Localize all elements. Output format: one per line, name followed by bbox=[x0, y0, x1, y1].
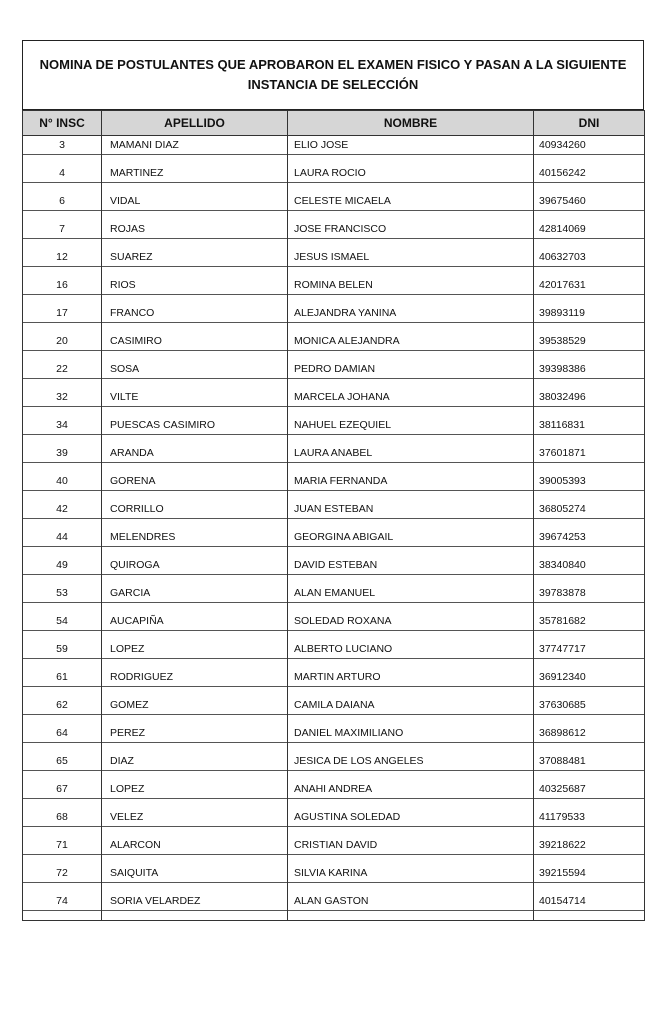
table-header-row bbox=[23, 111, 645, 136]
cell-dni-container bbox=[534, 892, 645, 921]
cell-inscription-number: 32 bbox=[23, 388, 101, 407]
cell-dni: 40156242 bbox=[534, 164, 644, 183]
cell-name-container bbox=[288, 780, 534, 808]
cell-dni-container bbox=[534, 864, 645, 892]
cell-inscription-number: 61 bbox=[23, 668, 101, 687]
cell-dni-container bbox=[534, 668, 645, 696]
cell-name: PEDRO DAMIAN bbox=[288, 360, 533, 379]
cell-name-container bbox=[288, 332, 534, 360]
cell-inscription-number-container bbox=[23, 248, 102, 276]
cell-inscription-number-container bbox=[23, 724, 102, 752]
cell-surname-container bbox=[102, 416, 288, 444]
cell-name: AGUSTINA SOLEDAD bbox=[288, 808, 533, 827]
column-header-inscription-number: N° INSC bbox=[23, 111, 102, 136]
cell-inscription-number: 16 bbox=[23, 276, 101, 295]
cell-dni: 39398386 bbox=[534, 360, 644, 379]
cell-surname: VILTE bbox=[102, 388, 287, 407]
cell-dni-container bbox=[534, 276, 645, 304]
cell-surname-container bbox=[102, 780, 288, 808]
cell-dni: 39538529 bbox=[534, 332, 644, 351]
cell-surname: SOSA bbox=[102, 360, 287, 379]
cell-surname-container bbox=[102, 164, 288, 192]
cell-name: CRISTIAN DAVID bbox=[288, 836, 533, 855]
cell-name: MONICA ALEJANDRA bbox=[288, 332, 533, 351]
cell-surname: VELEZ bbox=[102, 808, 287, 827]
cell-dni: 39893119 bbox=[534, 304, 644, 323]
cell-inscription-number: 7 bbox=[23, 220, 101, 239]
cell-name-container bbox=[288, 668, 534, 696]
cell-dni-container bbox=[534, 416, 645, 444]
column-header-dni: DNI bbox=[534, 111, 645, 136]
cell-inscription-number-container bbox=[23, 808, 102, 836]
cell-name-container bbox=[288, 836, 534, 864]
cell-surname: GARCIA bbox=[102, 584, 287, 603]
cell-inscription-number: 4 bbox=[23, 164, 101, 183]
cell-inscription-number-container bbox=[23, 864, 102, 892]
cell-surname: MAMANI DIAZ bbox=[102, 136, 287, 155]
cell-dni-container bbox=[534, 388, 645, 416]
cell-name: ROMINA BELEN bbox=[288, 276, 533, 295]
cell-name: JESICA DE LOS ANGELES bbox=[288, 752, 533, 771]
cell-surname: RIOS bbox=[102, 276, 287, 295]
cell-surname: ARANDA bbox=[102, 444, 287, 463]
cell-dni: 36805274 bbox=[534, 500, 644, 519]
cell-inscription-number: 34 bbox=[23, 416, 101, 435]
table-row bbox=[23, 752, 645, 780]
cell-inscription-number: 74 bbox=[23, 892, 101, 911]
cell-inscription-number: 42 bbox=[23, 500, 101, 519]
cell-inscription-number-container bbox=[23, 388, 102, 416]
cell-name: JUAN ESTEBAN bbox=[288, 500, 533, 519]
cell-dni: 39675460 bbox=[534, 192, 644, 211]
cell-surname-container bbox=[102, 388, 288, 416]
cell-dni: 40632703 bbox=[534, 248, 644, 267]
cell-dni: 40325687 bbox=[534, 780, 644, 799]
cell-dni: 40934260 bbox=[534, 136, 644, 155]
cell-name-container bbox=[288, 192, 534, 220]
cell-inscription-number-container bbox=[23, 752, 102, 780]
cell-name-container bbox=[288, 444, 534, 472]
cell-surname: CORRILLO bbox=[102, 500, 287, 519]
cell-dni-container bbox=[534, 612, 645, 640]
cell-inscription-number: 53 bbox=[23, 584, 101, 603]
cell-surname-container bbox=[102, 836, 288, 864]
cell-name: ALEJANDRA YANINA bbox=[288, 304, 533, 323]
cell-surname: ROJAS bbox=[102, 220, 287, 239]
document-title: NOMINA DE POSTULANTES QUE APROBARON EL EXAMEN FISICO Y PASAN A LA SIGUIENTE INSTANCIA DE SELECCIÓN bbox=[39, 57, 627, 92]
cell-surname-container bbox=[102, 528, 288, 556]
cell-surname-container bbox=[102, 752, 288, 780]
cell-surname: PUESCAS CASIMIRO bbox=[102, 416, 287, 435]
cell-dni: 35781682 bbox=[534, 612, 644, 631]
cell-name: LAURA ANABEL bbox=[288, 444, 533, 463]
cell-dni-container bbox=[534, 220, 645, 248]
cell-name: LAURA ROCIO bbox=[288, 164, 533, 183]
cell-name-container bbox=[288, 584, 534, 612]
cell-surname-container bbox=[102, 192, 288, 220]
cell-name: ALBERTO LUCIANO bbox=[288, 640, 533, 659]
cell-surname: AUCAPIÑA bbox=[102, 612, 287, 631]
cell-name-container bbox=[288, 360, 534, 388]
cell-inscription-number-container bbox=[23, 416, 102, 444]
cell-name: NAHUEL EZEQUIEL bbox=[288, 416, 533, 435]
cell-dni: 37747717 bbox=[534, 640, 644, 659]
cell-inscription-number: 54 bbox=[23, 612, 101, 631]
cell-surname: GORENA bbox=[102, 472, 287, 491]
cell-name: DANIEL MAXIMILIANO bbox=[288, 724, 533, 743]
cell-dni: 42814069 bbox=[534, 220, 644, 239]
cell-inscription-number: 64 bbox=[23, 724, 101, 743]
cell-dni: 41179533 bbox=[534, 808, 644, 827]
cell-name-container bbox=[288, 304, 534, 332]
cell-inscription-number: 72 bbox=[23, 864, 101, 883]
cell-inscription-number: 40 bbox=[23, 472, 101, 491]
cell-dni: 38340840 bbox=[534, 556, 644, 575]
cell-surname: LOPEZ bbox=[102, 780, 287, 799]
cell-dni-container bbox=[534, 584, 645, 612]
cell-inscription-number: 59 bbox=[23, 640, 101, 659]
table-row bbox=[23, 892, 645, 921]
table-row bbox=[23, 668, 645, 696]
cell-dni-container bbox=[534, 724, 645, 752]
cell-name-container bbox=[288, 472, 534, 500]
table-row bbox=[23, 360, 645, 388]
cell-dni: 36912340 bbox=[534, 668, 644, 687]
cell-name-container bbox=[288, 248, 534, 276]
cell-name-container bbox=[288, 640, 534, 668]
cell-surname-container bbox=[102, 136, 288, 165]
table-row bbox=[23, 472, 645, 500]
cell-name-container bbox=[288, 164, 534, 192]
table-body bbox=[23, 136, 645, 921]
table-row bbox=[23, 276, 645, 304]
cell-dni-container bbox=[534, 248, 645, 276]
cell-surname: CASIMIRO bbox=[102, 332, 287, 351]
cell-name: JESUS ISMAEL bbox=[288, 248, 533, 267]
cell-surname: MARTINEZ bbox=[102, 164, 287, 183]
cell-dni-container bbox=[534, 640, 645, 668]
cell-name: JOSE FRANCISCO bbox=[288, 220, 533, 239]
cell-name-container bbox=[288, 696, 534, 724]
cell-dni-container bbox=[534, 360, 645, 388]
cell-inscription-number-container bbox=[23, 780, 102, 808]
cell-inscription-number-container bbox=[23, 136, 102, 165]
cell-surname: LOPEZ bbox=[102, 640, 287, 659]
cell-name: MARIA FERNANDA bbox=[288, 472, 533, 491]
cell-name-container bbox=[288, 808, 534, 836]
cell-name: CELESTE MICAELA bbox=[288, 192, 533, 211]
cell-surname-container bbox=[102, 444, 288, 472]
cell-surname: SUAREZ bbox=[102, 248, 287, 267]
table-row bbox=[23, 388, 645, 416]
cell-inscription-number-container bbox=[23, 276, 102, 304]
cell-inscription-number: 49 bbox=[23, 556, 101, 575]
cell-inscription-number: 62 bbox=[23, 696, 101, 715]
cell-surname-container bbox=[102, 584, 288, 612]
cell-inscription-number-container bbox=[23, 612, 102, 640]
cell-surname-container bbox=[102, 668, 288, 696]
cell-surname-container bbox=[102, 276, 288, 304]
cell-dni: 39674253 bbox=[534, 528, 644, 547]
cell-inscription-number: 20 bbox=[23, 332, 101, 351]
cell-inscription-number: 71 bbox=[23, 836, 101, 855]
cell-dni-container bbox=[534, 528, 645, 556]
cell-dni: 37630685 bbox=[534, 696, 644, 715]
cell-dni: 40154714 bbox=[534, 892, 644, 911]
table-row bbox=[23, 444, 645, 472]
table-row bbox=[23, 584, 645, 612]
table-row bbox=[23, 164, 645, 192]
cell-name: CAMILA DAIANA bbox=[288, 696, 533, 715]
cell-name-container bbox=[288, 136, 534, 165]
cell-surname-container bbox=[102, 864, 288, 892]
cell-surname: MELENDRES bbox=[102, 528, 287, 547]
cell-dni: 39783878 bbox=[534, 584, 644, 603]
table-row bbox=[23, 808, 645, 836]
cell-inscription-number: 39 bbox=[23, 444, 101, 463]
table-row bbox=[23, 528, 645, 556]
cell-surname-container bbox=[102, 556, 288, 584]
cell-surname: SAIQUITA bbox=[102, 864, 287, 883]
cell-name-container bbox=[288, 220, 534, 248]
cell-inscription-number-container bbox=[23, 192, 102, 220]
cell-inscription-number-container bbox=[23, 220, 102, 248]
table-row bbox=[23, 836, 645, 864]
table-row bbox=[23, 612, 645, 640]
table-row bbox=[23, 416, 645, 444]
cell-inscription-number-container bbox=[23, 164, 102, 192]
cell-inscription-number: 6 bbox=[23, 192, 101, 211]
cell-dni-container bbox=[534, 192, 645, 220]
table-row bbox=[23, 304, 645, 332]
cell-inscription-number-container bbox=[23, 472, 102, 500]
cell-surname-container bbox=[102, 332, 288, 360]
cell-inscription-number-container bbox=[23, 836, 102, 864]
cell-inscription-number-container bbox=[23, 584, 102, 612]
cell-dni-container bbox=[534, 696, 645, 724]
cell-dni-container bbox=[534, 500, 645, 528]
document-title-box bbox=[22, 40, 644, 110]
table-row bbox=[23, 136, 645, 165]
table-row bbox=[23, 192, 645, 220]
cell-inscription-number-container bbox=[23, 500, 102, 528]
cell-name-container bbox=[288, 864, 534, 892]
cell-dni: 42017631 bbox=[534, 276, 644, 295]
table-row bbox=[23, 640, 645, 668]
cell-dni-container bbox=[534, 332, 645, 360]
cell-dni: 37601871 bbox=[534, 444, 644, 463]
column-header-surname: APELLIDO bbox=[102, 111, 288, 136]
cell-surname: SORIA VELARDEZ bbox=[102, 892, 287, 911]
applicants-table bbox=[22, 110, 645, 921]
table-row bbox=[23, 724, 645, 752]
cell-inscription-number: 44 bbox=[23, 528, 101, 547]
cell-inscription-number-container bbox=[23, 528, 102, 556]
cell-name-container bbox=[288, 724, 534, 752]
cell-inscription-number: 65 bbox=[23, 752, 101, 771]
cell-name: ELIO JOSE bbox=[288, 136, 533, 155]
cell-dni-container bbox=[534, 136, 645, 165]
cell-surname: PEREZ bbox=[102, 724, 287, 743]
cell-surname-container bbox=[102, 724, 288, 752]
cell-surname-container bbox=[102, 304, 288, 332]
cell-name: GEORGINA ABIGAIL bbox=[288, 528, 533, 547]
cell-surname-container bbox=[102, 360, 288, 388]
cell-inscription-number-container bbox=[23, 360, 102, 388]
table-row bbox=[23, 500, 645, 528]
cell-inscription-number: 68 bbox=[23, 808, 101, 827]
cell-dni-container bbox=[534, 556, 645, 584]
table-row bbox=[23, 696, 645, 724]
cell-surname: RODRIGUEZ bbox=[102, 668, 287, 687]
cell-dni-container bbox=[534, 304, 645, 332]
cell-inscription-number-container bbox=[23, 304, 102, 332]
cell-surname: DIAZ bbox=[102, 752, 287, 771]
cell-name-container bbox=[288, 388, 534, 416]
cell-inscription-number-container bbox=[23, 696, 102, 724]
cell-name-container bbox=[288, 752, 534, 780]
cell-inscription-number-container bbox=[23, 892, 102, 921]
column-header-name: NOMBRE bbox=[288, 111, 534, 136]
cell-name-container bbox=[288, 416, 534, 444]
cell-surname: FRANCO bbox=[102, 304, 287, 323]
cell-dni-container bbox=[534, 164, 645, 192]
cell-dni: 39005393 bbox=[534, 472, 644, 491]
cell-dni: 36898612 bbox=[534, 724, 644, 743]
cell-surname-container bbox=[102, 640, 288, 668]
cell-dni-container bbox=[534, 444, 645, 472]
cell-surname-container bbox=[102, 892, 288, 921]
cell-surname: ALARCON bbox=[102, 836, 287, 855]
cell-name-container bbox=[288, 892, 534, 921]
cell-surname-container bbox=[102, 248, 288, 276]
cell-name-container bbox=[288, 276, 534, 304]
cell-surname: VIDAL bbox=[102, 192, 287, 211]
cell-name-container bbox=[288, 556, 534, 584]
cell-inscription-number: 67 bbox=[23, 780, 101, 799]
cell-inscription-number-container bbox=[23, 332, 102, 360]
cell-dni-container bbox=[534, 808, 645, 836]
table-row bbox=[23, 332, 645, 360]
cell-surname-container bbox=[102, 500, 288, 528]
cell-name: SILVIA KARINA bbox=[288, 864, 533, 883]
cell-name: ALAN GASTON bbox=[288, 892, 533, 911]
cell-surname-container bbox=[102, 220, 288, 248]
table-row bbox=[23, 220, 645, 248]
cell-surname: GOMEZ bbox=[102, 696, 287, 715]
cell-dni-container bbox=[534, 472, 645, 500]
cell-inscription-number: 17 bbox=[23, 304, 101, 323]
cell-dni: 39215594 bbox=[534, 864, 644, 883]
table-row bbox=[23, 248, 645, 276]
cell-surname-container bbox=[102, 808, 288, 836]
cell-dni: 38032496 bbox=[534, 388, 644, 407]
cell-dni: 39218622 bbox=[534, 836, 644, 855]
table-row bbox=[23, 556, 645, 584]
cell-inscription-number-container bbox=[23, 640, 102, 668]
cell-name-container bbox=[288, 528, 534, 556]
cell-inscription-number: 12 bbox=[23, 248, 101, 267]
cell-inscription-number-container bbox=[23, 668, 102, 696]
cell-dni-container bbox=[534, 752, 645, 780]
cell-surname-container bbox=[102, 612, 288, 640]
cell-dni: 37088481 bbox=[534, 752, 644, 771]
cell-dni-container bbox=[534, 780, 645, 808]
cell-dni: 38116831 bbox=[534, 416, 644, 435]
cell-name-container bbox=[288, 500, 534, 528]
cell-inscription-number: 3 bbox=[23, 136, 101, 155]
cell-inscription-number-container bbox=[23, 444, 102, 472]
cell-name: ANAHI ANDREA bbox=[288, 780, 533, 799]
cell-name: DAVID ESTEBAN bbox=[288, 556, 533, 575]
cell-name: ALAN EMANUEL bbox=[288, 584, 533, 603]
cell-surname-container bbox=[102, 472, 288, 500]
cell-name-container bbox=[288, 612, 534, 640]
cell-name: MARCELA JOHANA bbox=[288, 388, 533, 407]
cell-inscription-number: 22 bbox=[23, 360, 101, 379]
cell-name: SOLEDAD ROXANA bbox=[288, 612, 533, 631]
cell-surname: QUIROGA bbox=[102, 556, 287, 575]
table-row bbox=[23, 864, 645, 892]
cell-inscription-number-container bbox=[23, 556, 102, 584]
table-row bbox=[23, 780, 645, 808]
cell-surname-container bbox=[102, 696, 288, 724]
cell-name: MARTIN ARTURO bbox=[288, 668, 533, 687]
cell-dni-container bbox=[534, 836, 645, 864]
